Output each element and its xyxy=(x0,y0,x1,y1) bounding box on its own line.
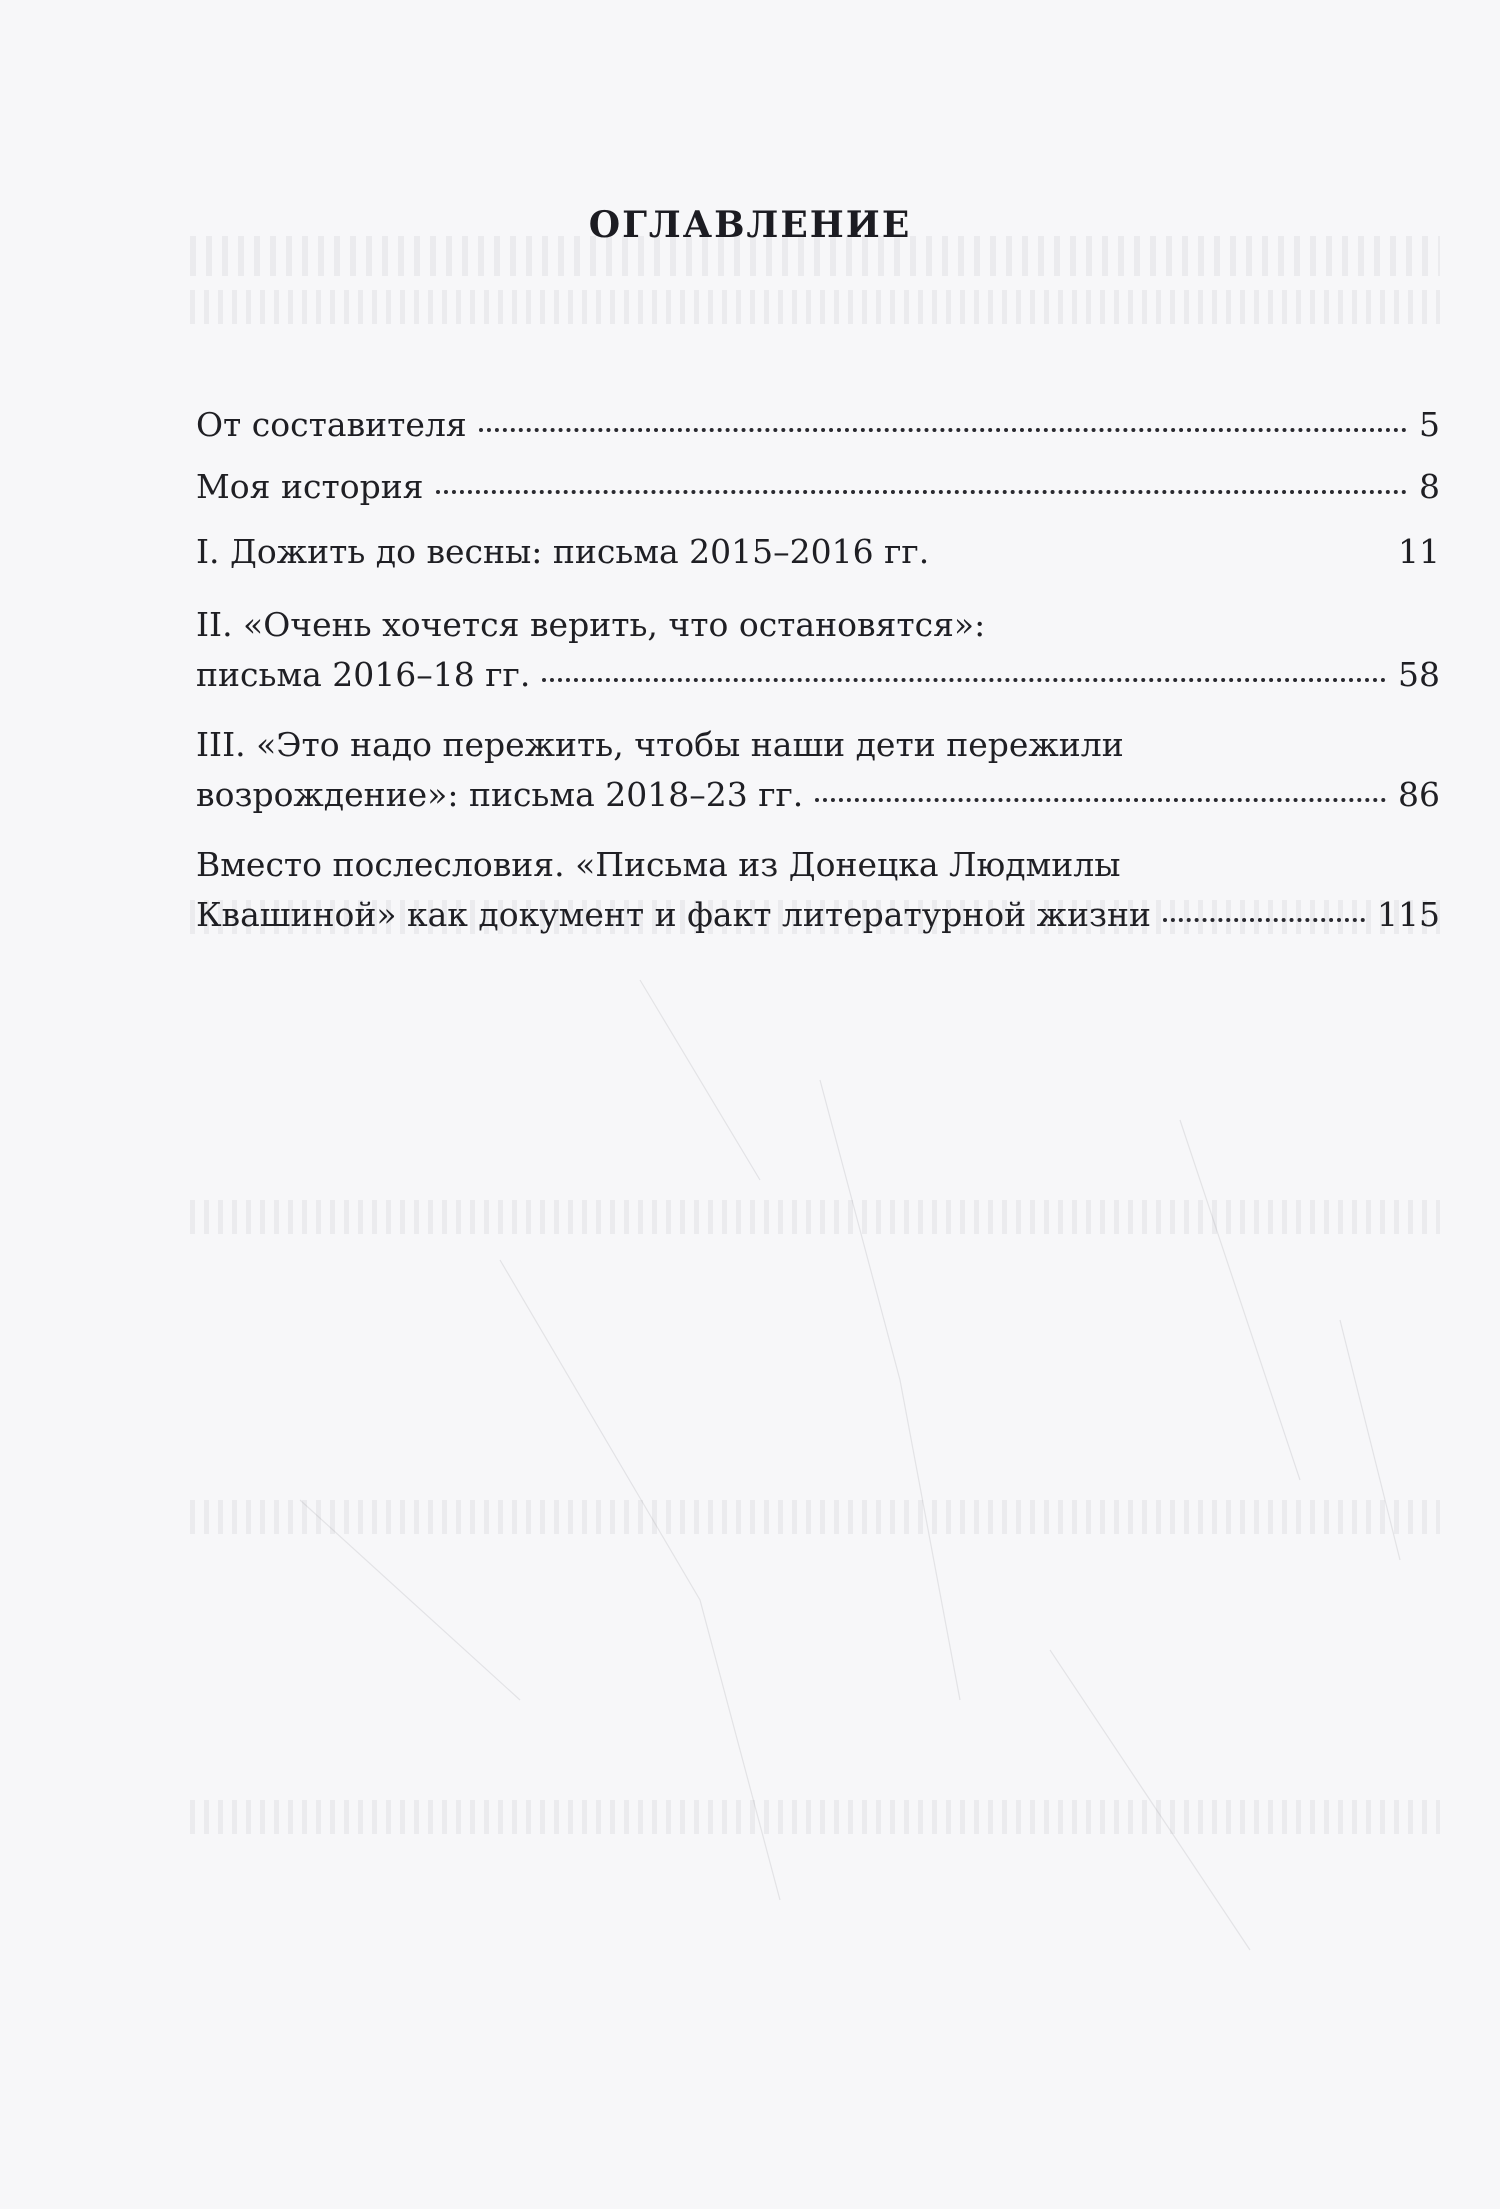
toc-page-number: 5 xyxy=(1419,405,1440,444)
toc-entry-title-continued: возрождение»: письма 2018–23 гг. xyxy=(196,775,804,814)
toc-page-number: 8 xyxy=(1419,467,1440,506)
toc-entry-title: II. «Очень хочется верить, что остановятся»: xyxy=(196,605,986,644)
toc-entry-title: I. Дожить до весны: письма 2015–2016 гг. xyxy=(196,532,930,571)
dot-leader xyxy=(815,798,1386,802)
dot-leader xyxy=(941,555,1386,559)
toc-entry-title-continued: Квашиной» как документ и факт литературной жизни xyxy=(196,895,1151,934)
toc-entry xyxy=(196,720,1440,820)
toc-entry-title: III. «Это надо пережить, чтобы наши дети пережили xyxy=(196,725,1124,764)
dot-leader xyxy=(1163,918,1365,922)
toc-entry-title: Моя история xyxy=(196,467,424,506)
toc-entry-title-continued: письма 2016–18 гг. xyxy=(196,655,531,694)
toc-entry xyxy=(196,600,1440,700)
dot-leader xyxy=(436,490,1407,494)
toc-page-number: 58 xyxy=(1398,655,1440,694)
toc-page-number: 86 xyxy=(1398,775,1440,814)
toc-entry-title: Вместо послесловия. «Письма из Донецка Людмилы xyxy=(196,845,1121,884)
toc-page-number: 115 xyxy=(1377,895,1440,934)
toc-entry xyxy=(196,840,1440,940)
toc-entry xyxy=(196,527,1440,577)
toc-page-number: 11 xyxy=(1398,532,1440,571)
dot-leader xyxy=(479,428,1407,432)
toc-entry xyxy=(196,400,1440,450)
dot-leader xyxy=(542,678,1386,682)
toc-entry-title: От составителя xyxy=(196,405,467,444)
page-title: ОГЛАВЛЕНИЕ xyxy=(588,204,912,246)
toc-entry xyxy=(196,462,1440,512)
